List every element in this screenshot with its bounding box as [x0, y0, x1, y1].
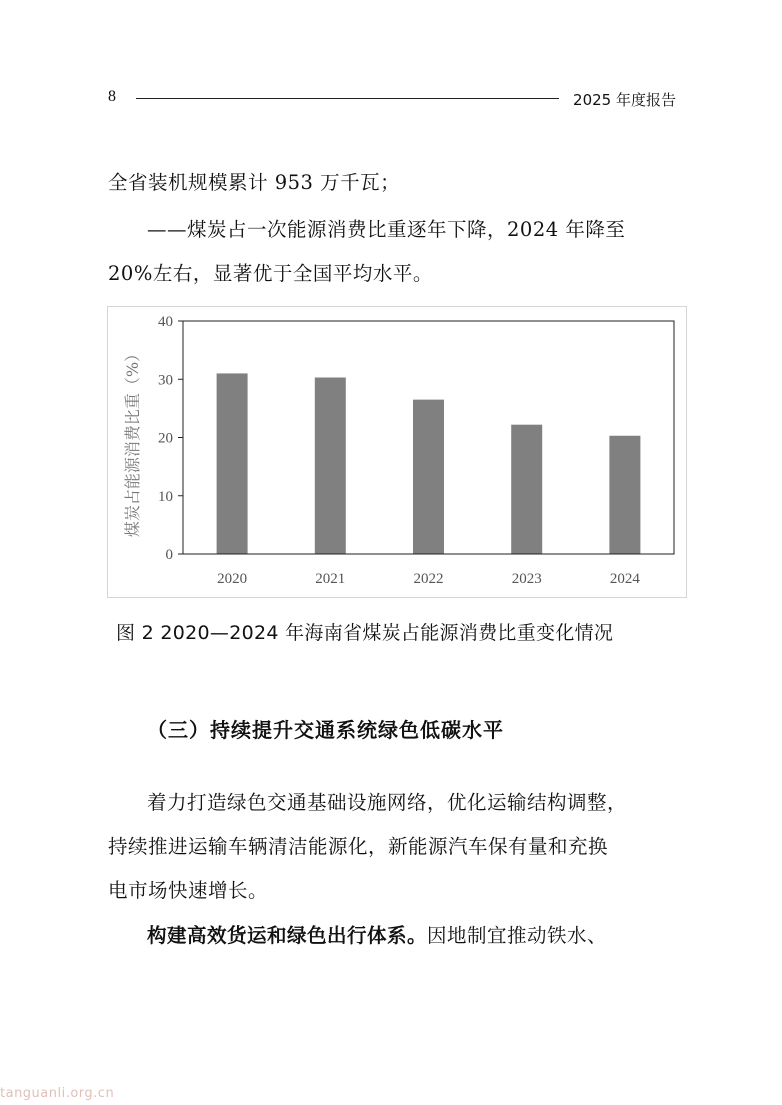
y-tick-label: 30 — [158, 372, 173, 389]
bar-2020 — [217, 373, 248, 554]
page-number: 8 — [108, 88, 116, 105]
paragraph-line: 着力打造绿色交通基础设施网络，优化运输结构调整， — [147, 791, 628, 814]
y-axis-ticks — [158, 314, 183, 563]
coal-share-chart — [107, 306, 687, 598]
chart-svg — [108, 307, 688, 599]
x-tick-label: 2022 — [413, 571, 444, 587]
x-axis-ticks — [217, 571, 640, 587]
y-axis-label: 煤炭占能源消费比重（%） — [123, 345, 142, 538]
paragraph-line: 全省装机规模累计 953 万千瓦； — [108, 171, 401, 194]
bars — [217, 373, 641, 554]
y-tick-label: 40 — [158, 314, 173, 330]
bold-lead-in: 构建高效货运和绿色出行体系。 — [147, 924, 428, 947]
paragraph-line — [147, 923, 676, 949]
bar-2021 — [315, 378, 346, 554]
page-header — [108, 88, 676, 108]
paragraph-line: 电市场快速增长。 — [108, 879, 269, 902]
paragraph-line: ——煤炭占一次能源消费比重逐年下降，2024 年降至 — [147, 218, 626, 241]
bar-2022 — [413, 400, 444, 554]
watermark: tanguanli.org.cn — [0, 1086, 115, 1101]
y-tick-label: 10 — [158, 488, 173, 505]
paragraph-line: 持续推进运输车辆清洁能源化，新能源汽车保有量和充换 — [108, 835, 609, 858]
section-heading: （三）持续提升交通系统绿色低碳水平 — [147, 718, 504, 742]
bar-2024 — [609, 436, 640, 554]
bar-2023 — [511, 425, 542, 554]
x-tick-label: 2023 — [511, 571, 542, 587]
x-tick-label: 2021 — [315, 571, 346, 587]
header-rule — [136, 98, 559, 99]
header-title: 2025 年度报告 — [573, 91, 676, 109]
figure-caption: 图 2 2020—2024 年海南省煤炭占能源消费比重变化情况 — [116, 622, 614, 644]
x-tick-label: 2020 — [217, 571, 248, 587]
y-tick-label: 20 — [158, 430, 173, 447]
x-tick-label: 2024 — [609, 571, 640, 587]
y-tick-label: 0 — [165, 547, 173, 563]
paragraph-text: 因地制宜推动铁水、 — [427, 924, 608, 947]
paragraph-line: 20%左右，显著优于全国平均水平。 — [108, 262, 433, 285]
